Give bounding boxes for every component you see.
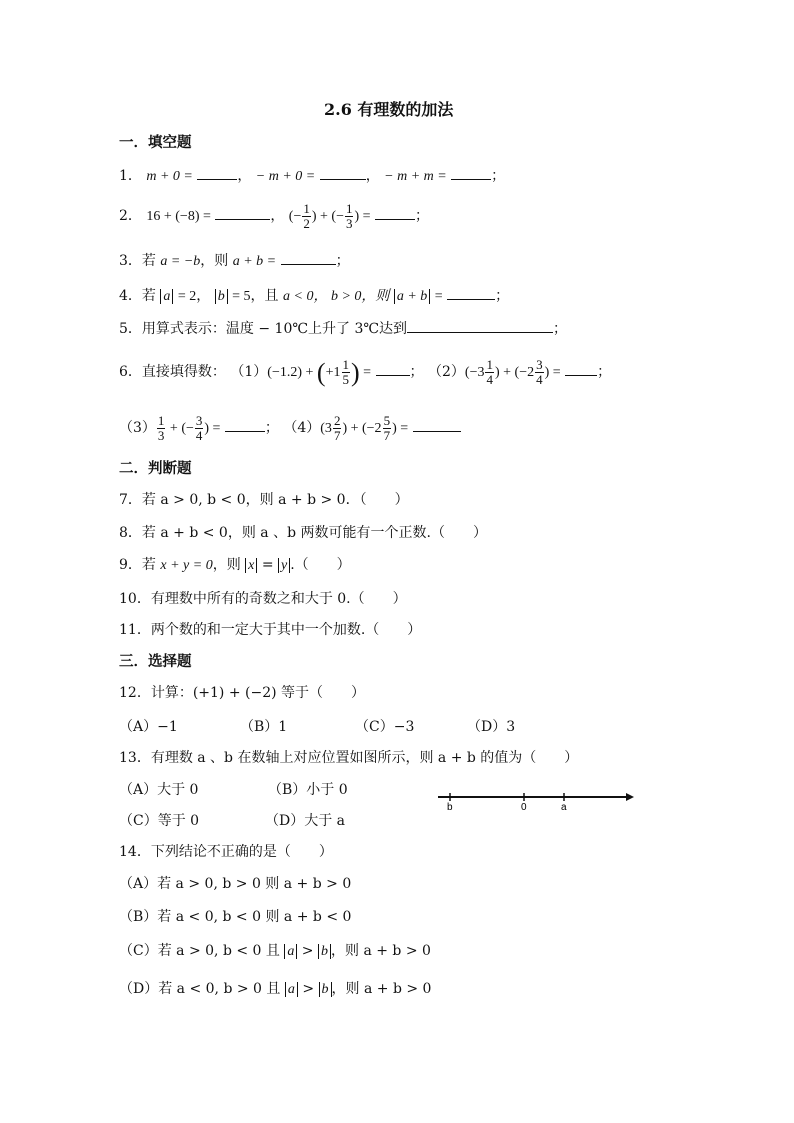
expression: (−3 $\frac{1}{4}$ ) + (−2 $\frac{3}{4}$ ) = bbox=[464, 357, 561, 388]
text: 用算式表示：温度 − 10℃上升了 3℃达到 bbox=[141, 321, 408, 337]
fraction-expression: (− $\frac{1}{2}$ ) + (− $\frac{1}{3}$ ) = bbox=[288, 201, 371, 232]
abs-x: x bbox=[245, 558, 257, 573]
text: （C）若 a > 0, b < 0 且 bbox=[119, 943, 280, 959]
option-a[interactable]: （A）大于 0 bbox=[119, 782, 199, 798]
answer-blank[interactable] bbox=[320, 166, 366, 180]
expression: − m + 0 = bbox=[255, 169, 316, 184]
expression: − m + m = bbox=[384, 169, 447, 184]
answer-blank[interactable] bbox=[451, 166, 491, 180]
section-heading-judge: 二．判断题 bbox=[119, 460, 192, 477]
question-2: 2． 16 + (−8) = ， (− $\frac{1}{2}$ ) + (− $\frac{1}{3}$ ) = ； bbox=[119, 201, 429, 232]
expression: $\frac{1}{3}$ + (− $\frac{3}{4}$ ) = bbox=[157, 413, 221, 444]
answer-blank[interactable] bbox=[281, 251, 336, 265]
answer-blank[interactable] bbox=[447, 286, 495, 300]
text: = bbox=[434, 289, 443, 304]
option-d[interactable]: （D）3 bbox=[467, 719, 516, 735]
part-label: （1） bbox=[230, 364, 268, 380]
option-b[interactable]: （B）小于 0 bbox=[268, 782, 348, 798]
abs-b: b bbox=[319, 982, 332, 997]
text: ，则 a + b > 0 bbox=[331, 943, 431, 959]
expression: (−1.2) + (+1 $\frac{1}{5}$ ) = bbox=[267, 357, 372, 388]
text: ，则 bbox=[200, 253, 229, 269]
answer-blank[interactable] bbox=[407, 319, 553, 333]
answer-blank[interactable] bbox=[197, 166, 237, 180]
question-number: 1． bbox=[119, 168, 142, 184]
question-12: 12．计算：(+1) + (−2) 等于（ ） bbox=[119, 685, 366, 701]
part-label: （3） bbox=[119, 420, 156, 436]
question-5: 5．用算式表示：温度 − 10℃上升了 3℃达到 ； bbox=[119, 321, 568, 337]
expression: x + y = 0 bbox=[160, 558, 213, 573]
question-11: 11．两个数的和一定大于其中一个加数.（ ） bbox=[119, 622, 422, 638]
abs-b: b bbox=[215, 289, 228, 304]
text: = 2， bbox=[177, 289, 211, 304]
option-d[interactable]: （D）大于 a bbox=[265, 813, 346, 829]
number-line-figure bbox=[432, 786, 642, 812]
answer-blank[interactable] bbox=[225, 418, 265, 432]
option-b[interactable]: （B）若 a < 0, b < 0 则 a + b < 0 bbox=[119, 909, 352, 925]
question-9: 9．若 x + y = 0，则 x = y .（ ） bbox=[119, 557, 351, 573]
answer-blank[interactable] bbox=[413, 418, 461, 432]
text: 9．若 bbox=[119, 557, 156, 573]
label-b: b bbox=[447, 802, 453, 812]
expression: 16 + (−8) = bbox=[146, 209, 211, 224]
option-a[interactable]: （A）−1 bbox=[119, 719, 178, 735]
option-a[interactable]: （A）若 a > 0, b > 0 则 a + b > 0 bbox=[119, 876, 352, 892]
answer-blank[interactable] bbox=[565, 362, 597, 376]
abs-y: y bbox=[278, 558, 290, 573]
question-4: 4．若 a = 2， b = 5，且 a < 0， b > 0，则 a + b = ； bbox=[119, 288, 510, 304]
expression: a = −b bbox=[160, 254, 201, 269]
text: （D）若 a < 0, b > 0 且 bbox=[119, 981, 281, 997]
abs-a: a bbox=[284, 944, 297, 959]
question-7: 7．若 a > 0, b < 0，则 a + b > 0．（ ） bbox=[119, 492, 409, 508]
answer-blank[interactable] bbox=[375, 206, 415, 220]
expression: a < 0， b > 0，则 bbox=[283, 289, 390, 304]
label-0: 0 bbox=[521, 802, 527, 812]
question-6: 6．直接填得数： （1）(−1.2) + (+1 $\frac{1}{5}$ ) = ； （2）(−3 $\frac{1}{4}$ ) + (−2 $\frac{3}{4}$ ) = ； bbox=[119, 357, 612, 388]
question-14: 14．下列结论不正确的是（ ） bbox=[119, 844, 333, 860]
question-number: 2． bbox=[119, 208, 142, 224]
question-10: 10．有理数中所有的奇数之和大于 0.（ ） bbox=[119, 591, 407, 607]
abs-a: a bbox=[160, 289, 173, 304]
question-3: 3．若 a = −b，则 a + b = ； bbox=[119, 253, 350, 269]
section-heading-choice: 三．选择题 bbox=[119, 653, 192, 670]
abs-b: b bbox=[318, 944, 331, 959]
text: = 5，且 bbox=[232, 289, 279, 304]
text: 若 bbox=[141, 288, 156, 304]
question-number: 4． bbox=[119, 288, 142, 304]
text: ，则 bbox=[212, 557, 241, 573]
answer-blank[interactable] bbox=[215, 206, 270, 220]
abs-a-plus-b: a + b bbox=[394, 289, 430, 304]
label-a: a bbox=[561, 802, 567, 812]
answer-blank[interactable] bbox=[376, 362, 410, 376]
option-c[interactable]: （C）−3 bbox=[355, 719, 415, 735]
expression: a + b = bbox=[232, 254, 277, 269]
question-number: 6． bbox=[119, 364, 142, 380]
part-label: （4） bbox=[283, 420, 321, 436]
text: 直接填得数： bbox=[141, 364, 226, 380]
text: ，则 a + b > 0 bbox=[331, 981, 432, 997]
expression: m + 0 = bbox=[146, 169, 193, 184]
page-title: 2.6 有理数的加法 bbox=[324, 100, 454, 119]
section-heading-fill: 一．填空题 bbox=[119, 134, 192, 151]
option-b[interactable]: （B）1 bbox=[240, 719, 288, 735]
expression: (3 $\frac{2}{7}$ ) + (−2 $\frac{5}{7}$ ) = bbox=[320, 413, 409, 444]
question-1: 1． m + 0 = ， − m + 0 = ， − m + m = ； bbox=[119, 168, 506, 184]
option-c[interactable]: （C）若 a > 0, b < 0 且 a > b ，则 a + b > 0 bbox=[119, 943, 431, 959]
question-8: 8．若 a + b < 0，则 a 、b 两数可能有一个正数.（ ） bbox=[119, 525, 487, 541]
question-6-row-2: （3） $\frac{1}{3}$ + (− $\frac{3}{4}$ ) = ； （4）(3 $\frac{2}{7}$ ) + (−2 $\frac{5}{7}$ ) = bbox=[119, 409, 461, 448]
option-d[interactable]: （D）若 a < 0, b > 0 且 a > b ，则 a + b > 0 bbox=[119, 981, 432, 997]
question-number: 5． bbox=[119, 321, 142, 337]
question-13: 13．有理数 a 、b 在数轴上对应位置如图所示，则 a + b 的值为（ ） bbox=[119, 750, 579, 766]
option-c[interactable]: （C）等于 0 bbox=[119, 813, 200, 829]
abs-a: a bbox=[285, 982, 298, 997]
question-number: 3． bbox=[119, 253, 142, 269]
text: 若 bbox=[141, 253, 156, 269]
arrow-head-icon bbox=[626, 793, 634, 801]
text: .（ ） bbox=[290, 557, 351, 573]
part-label: （2） bbox=[427, 364, 465, 380]
